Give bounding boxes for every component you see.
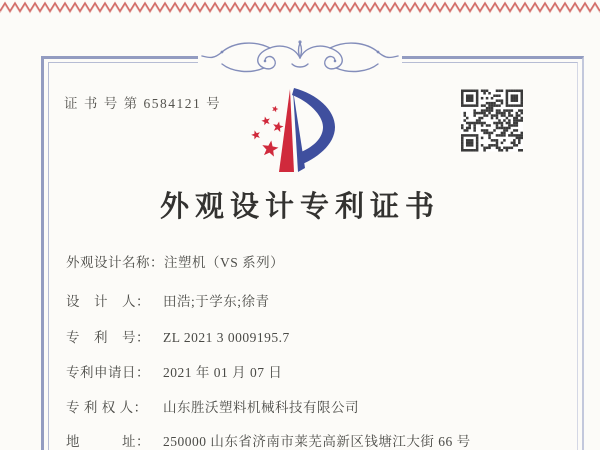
field-value: 田浩;于学东;徐青 xyxy=(163,294,270,309)
field-value: 注塑机（VS 系列） xyxy=(164,255,285,270)
field-label: 专利申请日： xyxy=(66,365,150,380)
field-value: 山东胜沃塑料机械科技有限公司 xyxy=(163,400,359,415)
field-value: ZL 2021 3 0009195.7 xyxy=(163,330,290,345)
field-value: 2021 年 01 月 07 日 xyxy=(163,365,283,380)
field-label: 设 计 人： xyxy=(66,294,150,309)
certificate-title: 外观设计专利证书 xyxy=(159,191,440,223)
field-label: 地 址： xyxy=(66,434,150,449)
field-design-name xyxy=(66,251,284,271)
field-filing-date xyxy=(66,361,282,381)
field-patent-number xyxy=(66,326,290,346)
field-patentee xyxy=(66,396,359,416)
field-label: 专 利 号： xyxy=(66,330,150,345)
field-address xyxy=(66,430,471,450)
field-value: 250000 山东省济南市莱芜高新区钱塘江大街 66 号 xyxy=(163,434,471,449)
field-designers xyxy=(66,290,270,310)
field-label: 外观设计名称： xyxy=(66,255,164,270)
certificate-number: 证 书 号 第 6584121 号 xyxy=(64,96,222,111)
field-label: 专 利 权 人： xyxy=(66,400,148,415)
